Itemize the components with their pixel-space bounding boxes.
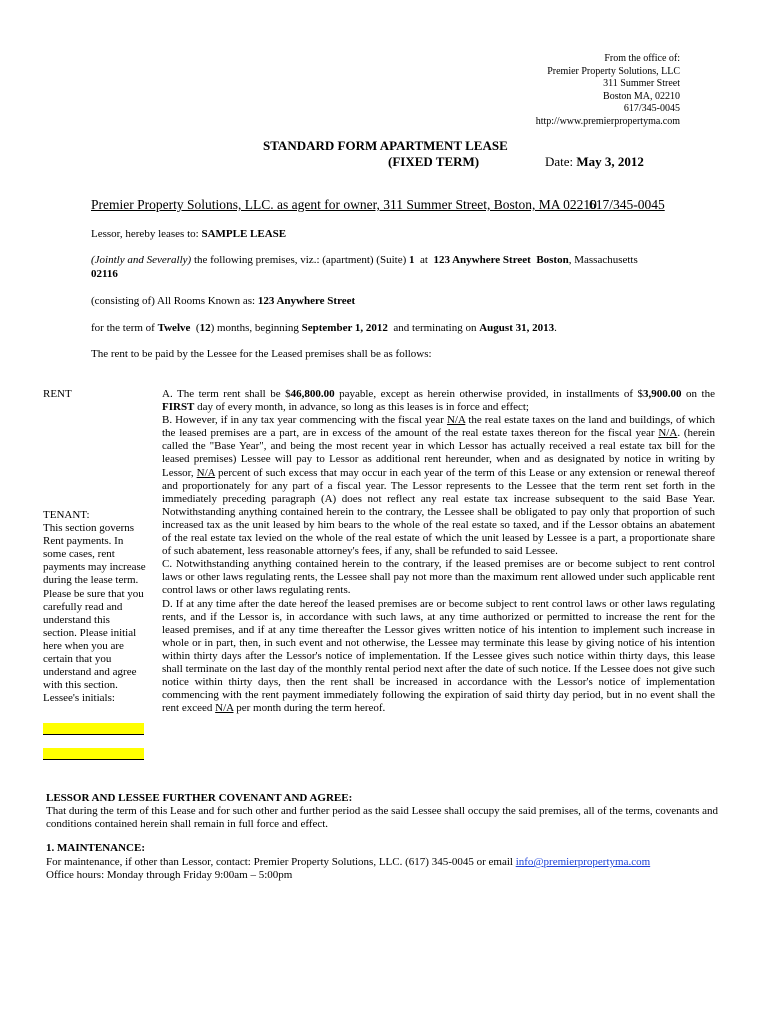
tenant-note-line: some cases, rent bbox=[43, 548, 115, 561]
rent-a-text-4: day of every month, in advance, so long as this leases is in force and effect; bbox=[197, 401, 529, 414]
covenant-heading: LESSOR AND LESSEE FURTHER COVENANT AND AGREE: bbox=[46, 792, 353, 804]
tenant-note-line: payments may increase bbox=[43, 561, 146, 574]
rent-b-text-3: . (herein called the "Base Year", and being the most recent year in which Lessor has actually received a real estate tax bill for the leased premises) Lessee will pay to Lessor as additional rent hereunder, when and as designated by notice in writing by Lessor, bbox=[162, 427, 715, 479]
date-label: Date: bbox=[545, 154, 574, 169]
tenant-note-line: TENANT: bbox=[43, 509, 90, 521]
maintenance-email-link[interactable]: info@premierpropertyma.com bbox=[515, 856, 651, 868]
rent-terms bbox=[162, 388, 715, 715]
premises-text: the following premises, viz.: (apartment) (Suite) bbox=[193, 254, 407, 266]
premises-zip: 02116 bbox=[91, 268, 118, 280]
rent-a-text-2: payable, except as herein otherwise provided, in installments of $ bbox=[339, 388, 644, 400]
term-line bbox=[91, 321, 557, 335]
office-phone: 617/345-0045 bbox=[623, 103, 680, 114]
tenant-note-line: This section governs bbox=[43, 522, 135, 535]
office-company-name: Premier Property Solutions, LLC bbox=[547, 65, 680, 77]
rent-paragraph-d bbox=[162, 598, 715, 716]
lease-date bbox=[545, 154, 644, 170]
rent-intro: The rent to be paid by the Lessee for the Leased premises shall be as follows: bbox=[91, 348, 432, 360]
tenant-note-line: understand and agree bbox=[43, 666, 137, 679]
tax-percent-value: N/A bbox=[196, 466, 215, 479]
premises-suite: 1 bbox=[409, 254, 415, 266]
tenant-note-line: with this section. bbox=[43, 679, 118, 692]
premises-street: 123 Anywhere Street bbox=[433, 254, 531, 266]
max-rent-value: N/A bbox=[215, 702, 234, 715]
maintenance-contact-text: For maintenance, if other than Lessor, contact: Premier Property Solutions, LLC. (617) 345-0045 or email bbox=[46, 856, 513, 868]
premises-at: at bbox=[420, 254, 428, 266]
maintenance-contact-line bbox=[46, 856, 736, 869]
rent-first: FIRST bbox=[162, 401, 195, 414]
tenant-note bbox=[43, 509, 153, 705]
term-text-2: ( bbox=[195, 322, 200, 334]
term-text-3: ) months, beginning bbox=[210, 322, 299, 334]
maintenance-hours: Office hours: Monday through Friday 9:00am – 5:00pm bbox=[46, 869, 293, 882]
premises-jointly: (Jointly and Severally) bbox=[91, 254, 192, 266]
office-city: Boston MA, 02210 bbox=[603, 90, 680, 102]
term-text-1: for the term of bbox=[91, 322, 155, 334]
consisting-value: 123 Anywhere Street bbox=[257, 295, 356, 307]
office-website: http://www.premierpropertyma.com bbox=[535, 115, 680, 127]
term-text-5: . bbox=[554, 322, 557, 334]
office-address-block bbox=[420, 53, 680, 128]
tenant-note-line: during the lease term. bbox=[43, 574, 139, 587]
term-start-date: September 1, 2012 bbox=[301, 322, 388, 334]
tenant-note-line: certain that you bbox=[43, 653, 112, 666]
consisting-line bbox=[91, 294, 355, 308]
tenant-note-line: here when you are bbox=[43, 639, 124, 652]
lessee-name: SAMPLE LEASE bbox=[201, 228, 287, 240]
rent-paragraph-a bbox=[162, 388, 715, 414]
tenant-note-line: Rent payments. In bbox=[43, 535, 124, 548]
lessee-line bbox=[91, 227, 286, 241]
rent-a-text-1: A. The term rent shall be $ bbox=[162, 388, 291, 400]
rent-total: 46,800.00 bbox=[290, 388, 335, 400]
covenant-text: That during the term of this Lease and for such other and further period as the said Lessee shall occupy the said premises, all of the terms, covenants and conditions contained herein shall remain in full force and effect. bbox=[46, 805, 719, 831]
premises-state: , Massachusetts bbox=[568, 254, 638, 266]
rent-b-text-2: the real estate taxes on the land and buildings, of which the leased premises are a part, are in excess of the amount of the real estate taxes thereon for the fiscal year bbox=[162, 414, 716, 440]
tenant-note-line: section. Please initial bbox=[43, 626, 137, 639]
tenant-note-line: carefully read and bbox=[43, 600, 123, 613]
agent-phone: 617/345-0045 bbox=[589, 197, 665, 212]
document-subtitle: (FIXED TERM) bbox=[388, 154, 480, 169]
rent-a-text-3: on the bbox=[686, 388, 715, 400]
document-title: STANDARD FORM APARTMENT LEASE bbox=[263, 138, 508, 153]
tenant-note-line: Lessee's initials: bbox=[43, 692, 115, 705]
rent-paragraph-c: C. Notwithstanding anything contained herein to the contrary, if the leased premises are or become subject to rent control laws or other laws regulating rents, the Lessee shall pay not more than the maximum rent allowed under such applicable rent control laws or other laws regulating rents. bbox=[162, 558, 715, 597]
agent-line: Premier Property Solutions, LLC. as agent for owner, 311 Summer Street, Boston, MA 02210 bbox=[91, 197, 597, 212]
term-months-word: Twelve bbox=[157, 322, 191, 334]
rent-b-text-4: percent of such excess that may occur in each year of the term of this Lease or any extension or renewal thereof and proportionately for any part of a fiscal year. The Lessor represents to the Lessee that the term rent set forth in the immediately preceding paragraph (A) does not reflect any real estate tax increase subsequent to the said Base Year. Notwithstanding anything contained herein to the contrary, the Lessee shall be obligated to pay only that proportion of such increased tax as the unit leased by him bears to the whole of the real estate so taxed, and if the Lessor obtains an abatement of the real estate tax levied on the whole of the real estate of which the unit leased by Lessee is a part, a proportionate share of such abatement, less reasonable attorney's fees, if any, shall be refunded to said Lessee. bbox=[162, 466, 715, 558]
maintenance-section bbox=[46, 856, 736, 883]
rent-section-label: RENT bbox=[43, 388, 72, 400]
office-from-label: From the office of: bbox=[604, 53, 680, 64]
rent-b-text-1: B. However, if in any tax year commencing with the fiscal year bbox=[162, 414, 444, 427]
lessee-initials-field-1[interactable] bbox=[43, 723, 144, 735]
rent-d-text-2: per month during the term hereof. bbox=[236, 702, 386, 715]
tenant-note-line: Please be sure that you bbox=[43, 587, 144, 600]
office-street: 311 Summer Street bbox=[603, 78, 680, 89]
premises-zip-line bbox=[91, 267, 118, 281]
fiscal-year-value: N/A bbox=[446, 414, 466, 427]
premises-city: Boston bbox=[536, 254, 569, 266]
lessee-initials-field-2[interactable] bbox=[43, 748, 144, 760]
premises-line bbox=[91, 253, 638, 267]
rent-d-text-1: D. If at any time after the date hereof the leased premises are or become subject to rent control laws or other laws regulating rents, and if the Lessor is, in accordance with such laws, at any time authorized or permitted to increase the rent for the leased premises, and if at any time thereafter the Lessor gives written notice of his intention to implement such increase in whole or in part, then, in such event and not otherwise, the Lessee may terminate this lease by giving notice of his intention within thirty days after the Lessor's notice of implementation. If the Lessee gives such notice within thirty days, this lease shall terminate on the last day of the monthly rental period next after the date of such notice. If the Lessee does not give such notice within thirty days, then the rent shall be increased in accordance with the Lessor's notice of implementation commencing with the rent payment immediately following the expiration of said thirty day period, but in no event shall the rent exceed bbox=[162, 597, 715, 715]
consisting-prefix: (consisting of) All Rooms Known as: bbox=[91, 295, 256, 307]
base-fiscal-year-value: N/A bbox=[658, 427, 678, 440]
lessee-prefix: Lessor, hereby leases to: bbox=[91, 228, 199, 240]
term-months-number: 12 bbox=[199, 322, 211, 334]
rent-paragraph-b bbox=[162, 414, 715, 558]
maintenance-heading: 1. MAINTENANCE: bbox=[46, 842, 145, 854]
date-value: May 3, 2012 bbox=[576, 154, 644, 169]
rent-installment: 3,900.00 bbox=[643, 388, 682, 400]
term-end-date: August 31, 2013 bbox=[479, 322, 555, 334]
term-text-4: and terminating on bbox=[393, 322, 477, 334]
tenant-note-line: understand this bbox=[43, 613, 110, 626]
